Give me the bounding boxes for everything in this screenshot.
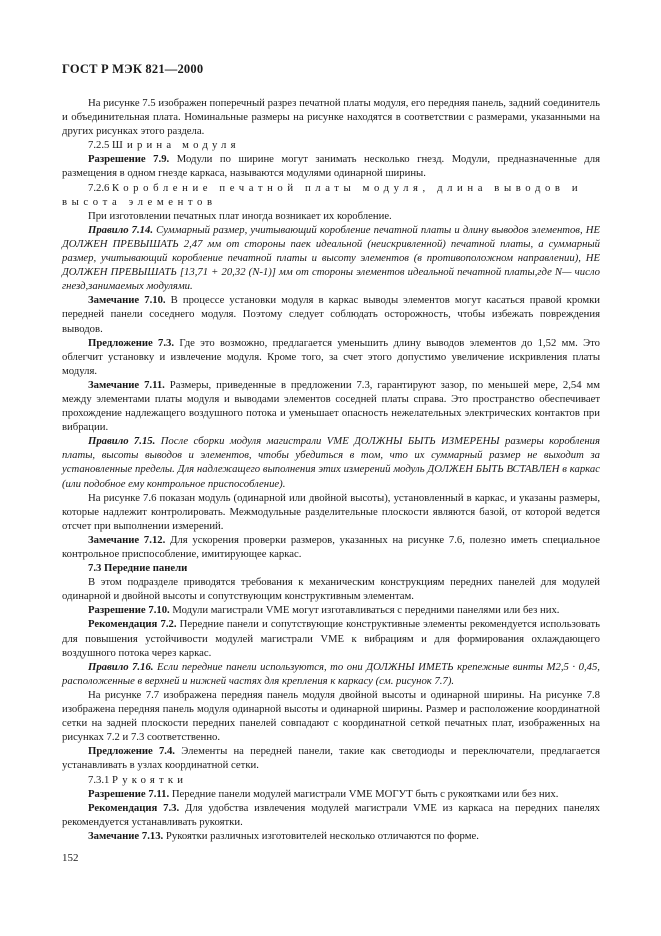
- recommendation-paragraph: [62, 617, 600, 659]
- subsection-title: Рукоятки: [112, 773, 188, 786]
- rule-label: Правило 7.14.: [88, 223, 154, 236]
- suggestion-label: Предложение 7.3.: [88, 336, 175, 349]
- rule-paragraph: [62, 434, 600, 490]
- note-paragraph: [62, 533, 600, 561]
- permission-label: Разрешение 7.11.: [88, 787, 170, 800]
- suggestion-paragraph: [62, 744, 600, 772]
- note-text: Размеры, приведенные в предложении 7.3, гарантируют зазор, по меньшей мере, 2,54 мм между элементами платы модуля и выводами элементов соседней платы справа. Это пространство обеспечивает прохождение надлежащего воздушного потока и уменьшает опасность нежелательных электрических контактов при вибрации.: [62, 378, 600, 434]
- body-paragraph: На рисунке 7.5 изображен поперечный разрез печатной платы модуля, его передняя панель, задний соединитель и объединительная плата. Номинальные размеры на рисунке находятся в соответствии с размерами, указанными на других рисунках этого раздела.: [62, 97, 600, 138]
- body-paragraph: В этом подразделе приводятся требования к механическим конструкциям передних панелей для модулей одинарной и двойной высоты и сопутствующим конструктивным элементам.: [62, 576, 600, 603]
- body-paragraph: На рисунке 7.6 показан модуль (одинарной или двойной высоты), установленный в каркас, и указаны размеры, которые надлежит контролировать. Межмодульные разделительные плоскости являются базой, от которой ведется отсчет при выполнении измерений.: [62, 491, 600, 532]
- document-header: ГОСТ Р МЭК 821—2000: [62, 62, 204, 76]
- subsection-number: 7.2.6: [88, 181, 110, 194]
- recommendation-paragraph: [62, 801, 600, 829]
- recommendation-label: Рекомендация 7.3.: [88, 801, 180, 814]
- section-heading: 7.3 Передние панели: [88, 562, 188, 575]
- permission-label: Разрешение 7.10.: [88, 604, 170, 617]
- recommendation-text: Для удобства извлечения модулей магистрали VME из каркаса на передних панелях рекомендуется устанавливать рукоятки.: [62, 801, 601, 828]
- note-label: Замечание 7.13.: [88, 829, 164, 842]
- body-paragraph: При изготовлении печатных плат иногда возникает их коробление.: [88, 209, 392, 222]
- suggestion-text: Элементы на передней панели, такие как светодиоды и переключатели, предлагается устанавливать в узлах координатной сетки.: [62, 745, 601, 772]
- subsection-heading: [62, 181, 600, 209]
- page-number: 152: [62, 852, 79, 864]
- note-label: Замечание 7.12.: [88, 533, 166, 546]
- subsection-title: Ширина модуля: [112, 139, 240, 152]
- rule-label: Правило 7.15.: [88, 435, 156, 448]
- body-paragraph: На рисунке 7.7 изображена передняя панель модуля двойной высоты и одинарной ширины. На рисунке 7.8 изображена передняя панель модуля одинарной высоты и одинарной ширины. Размер и расположение координатной сетки на задней плоскости передних панелей совпадают с координатной сеткой печатных плат, изображенных на рисунках 7.2 и 7.3 соответственно.: [62, 688, 600, 744]
- note-label: Замечание 7.10.: [88, 294, 166, 307]
- subsection-heading: [62, 138, 600, 152]
- rule-paragraph: [62, 223, 600, 293]
- note-label: Замечание 7.11.: [88, 378, 165, 391]
- permission-text: Передние панели модулей магистрали VME МОГУТ быть с рукоятками или без них.: [171, 787, 559, 800]
- permission-paragraph: [62, 787, 600, 801]
- permission-label: Разрешение 7.9.: [88, 153, 170, 166]
- note-paragraph: [62, 829, 600, 843]
- permission-text: Модули магистрали VME могут изготавливаться с передними панелями или без них.: [172, 604, 560, 617]
- recommendation-label: Рекомендация 7.2.: [88, 618, 177, 631]
- rule-text: Если передние панели используются, то они ДОЛЖНЫ ИМЕТЬ крепежные винты М2,5 · 0,45, расположенные в верхней и нижней частях для крепления к каркасу (см. рисунок 7.7).: [62, 660, 600, 687]
- subsection-number: 7.3.1: [88, 773, 110, 786]
- rule-label: Правило 7.16.: [88, 660, 154, 673]
- rule-paragraph: [62, 660, 600, 688]
- recommendation-text: Передние панели и сопутствующие конструктивные элементы рекомендуется использовать для повышения устойчивости модулей магистрали VME к вибрациям и для формирования охлаждающего воздушного потока через каркас.: [62, 618, 600, 659]
- suggestion-paragraph: [62, 336, 600, 378]
- note-paragraph: [62, 378, 600, 434]
- subsection-title: Коробление печатной платы модуля, длина выводов и высота элементов: [62, 181, 583, 208]
- note-text: Для ускорения проверки размеров, указанных на рисунке 7.6, полезно иметь специальное контрольное приспособление, имитирующее каркас.: [62, 533, 600, 560]
- permission-text: Модули по ширине могут занимать несколько гнезд. Модули, предназначенные для размещения в одном гнезде каркаса, называются модулями одинарной ширины.: [62, 153, 600, 180]
- page-body: [62, 96, 600, 843]
- note-paragraph: [62, 293, 600, 335]
- subsection-heading: [62, 773, 600, 787]
- rule-text: После сборки модуля магистрали VME ДОЛЖНЫ БЫТЬ ИЗМЕРЕНЫ размеры коробления платы, высоты выводов и элементов, чтобы убедиться в том, что их суммарный размер не выходит за установленные пределы. Для надлежащего выполнения этих измерений модуль ДОЛЖЕН БЫТЬ ВСТАВЛЕН в каркас (или подобное ему контрольное приспособление).: [62, 435, 600, 490]
- note-text: Рукоятки различных изготовителей несколько отличаются по форме.: [165, 829, 479, 842]
- suggestion-text: Где это возможно, предлагается уменьшить длину выводов элементов до 1,52 мм. Это облегчит установку и извлечение модуля. Кроме того, за счет этого допустимо увеличение искривления платы модуля.: [62, 336, 600, 377]
- suggestion-label: Предложение 7.4.: [88, 745, 175, 758]
- permission-paragraph: [62, 603, 600, 617]
- rule-text: Суммарный размер, учитывающий коробление печатной платы и длину выводов элементов, НЕ ДОЛЖЕН ПРЕВЫШАТЬ 2,47 мм от стороны паек идеальной (неискривленной) печатной платы, а суммарный размер, учитывающий коробление печатной платы и высоту элементов (в противоположном направлении), НЕ ДОЛЖЕН ПРЕВЫШАТЬ [13,71 + 20,32 (N-1)] мм от стороны элементов идеальной печатной платы,где N— число гнезд,занимаемых модулями.: [62, 223, 600, 293]
- subsection-number: 7.2.5: [88, 139, 110, 152]
- permission-paragraph: [62, 152, 600, 180]
- note-text: В процессе установки модуля в каркас выводы элементов могут касаться правой кромки передней панели соседнего модуля. Поэтому следует соблюдать осторожность, чтобы избежать повреждения выводов.: [62, 294, 601, 335]
